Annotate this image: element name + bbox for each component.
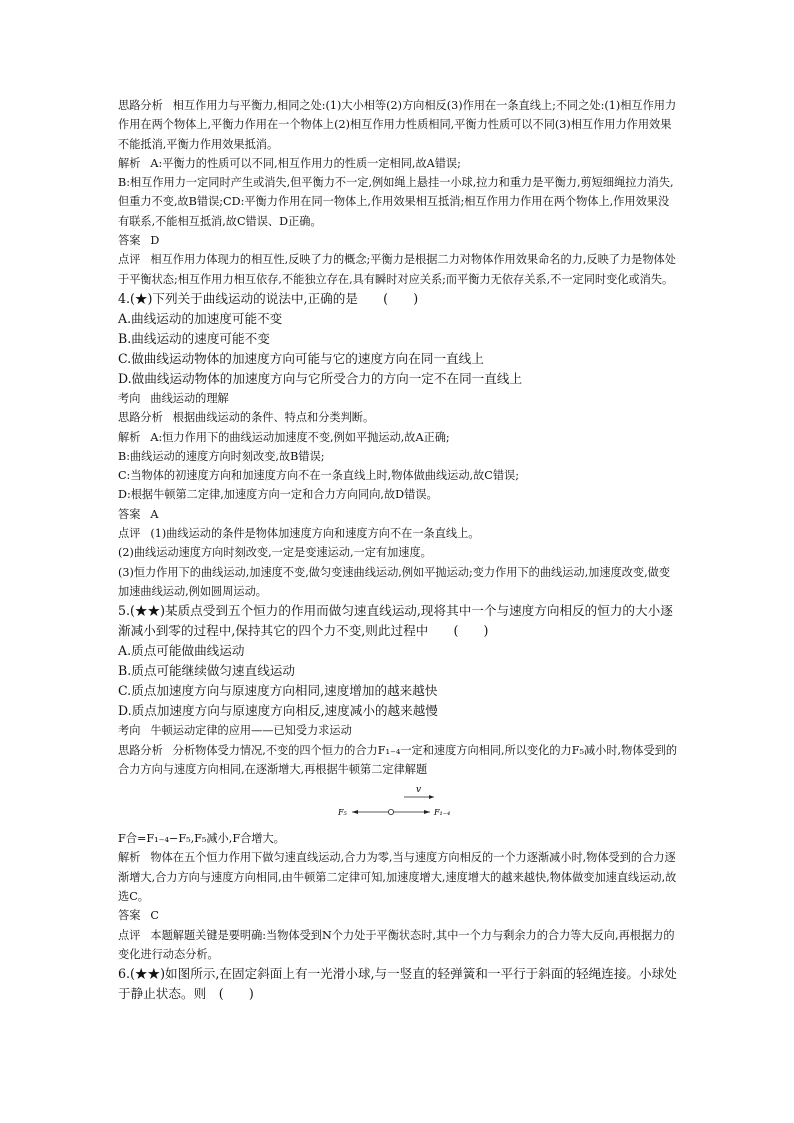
force-diagram-svg [338, 781, 478, 829]
q3-comment: 点评 相互作用力体现力的相互性,反映了力的概念;平衡力是根据二力对物体作用效果命名的力,反映了力是物体处于平衡状态;相互作用力相互依存,不能独立存在,具有瞬时对应关系;而平衡力无依存关系,不一定同时变化或消失。 [118, 253, 676, 286]
velocity-label: v [416, 785, 422, 796]
velocity-arrowhead [429, 795, 434, 799]
q5-option-a: A.质点可能做曲线运动 [118, 643, 245, 659]
q3-solution-2: B:相互作用力一定同时产生或消失,但平衡力不一定,例如绳上悬挂一小球,拉力和重力是平衡力,剪短细绳拉力消失,但重力不变,故B错误;CD:平衡力作用在同一物体上,作用效果相互抵消;相互作用力作用在两个物体上,作用效果没有联系,不能相互抵消,故C错误、D正确。 [118, 176, 674, 228]
q3-analysis: 思路分析 相互作用力与平衡力,相同之处:(1)大小相等(2)方向相反(3)作用在一条直线上;不同之处:(1)相互作用力作用在两个物体上,平衡力作用在一个物体上(2)相互作用力性质相同,平衡力性质可以不同(3)相互作用力作用效果不能抵消,平衡力作用效果抵消。 [118, 99, 677, 151]
q5-topic: 考向 牛顿运动定律的应用——已知受力求运动 [118, 724, 352, 738]
q5-answer: 答案 C [118, 909, 159, 923]
document-page [118, 96, 678, 1004]
q4-solution-2: B:曲线运动的速度方向时刻改变,故B错误; [118, 449, 325, 463]
q3-solution-1: 解析 A:平衡力的性质可以不同,相互作用力的性质一定相同,故A错误; [118, 156, 461, 170]
q4-solution-1: 解析 A:恒力作用下的曲线运动加速度不变,例如平抛运动,故A正确; [118, 430, 450, 444]
q4-option-d: D.做曲线运动物体的加速度方向与它所受合力的方向一定不在同一直线上 [118, 370, 523, 386]
q4-comment-1: 点评 (1)曲线运动的条件是物体加速度方向和速度方向不在一条直线上。 [118, 527, 480, 541]
force-diagram [118, 781, 678, 829]
particle-dot [388, 810, 393, 815]
q5-comment: 点评 本题解题关键是要明确:当物体受到N个力处于平衡状态时,其中一个力与剩余力的合力等大反向,再根据力的变化进行动态分析。 [118, 928, 675, 961]
q5-stem: 5.(★★)某质点受到五个恒力的作用而做匀速直线运动,现将其中一个与速度方向相反的恒力的大小逐渐减小到零的过程中,保持其它的四个力不变,则此过程中 ( ) [118, 603, 673, 639]
f14-arrowhead [424, 810, 430, 814]
q4-answer: 答案 A [118, 507, 159, 521]
q6-stem: 6.(★★)如图所示,在固定斜面上有一光滑小球,与一竖直的轻弹簧和一平行于斜面的轻绳连接。小球处于静止状态。则 ( ) [118, 966, 677, 1002]
q4-solution-3: C:当物体的初速度方向和加速度方向不在一条直线上时,物体做曲线运动,故C错误; [118, 469, 519, 483]
q3-answer: 答案 D [118, 234, 160, 248]
q5-option-b: B.质点可能继续做匀速直线运动 [118, 663, 295, 679]
q5-analysis: 思路分析 分析物体受力情况,不变的四个恒力的合力F₁₋₄一定和速度方向相同,所以变化的力F₅减小时,物体受到的合力方向与速度方向相同,在逐渐增大,再根据牛顿第二定律解题 [118, 743, 678, 776]
f14-label: F₁₋₄ [434, 808, 451, 818]
q5-solution: 解析 物体在五个恒力作用下做匀速直线运动,合力为零,当与速度方向相反的一个力逐渐减小时,物体受到的合力逐渐增大,合力方向与速度方向相同,由牛顿第二定律可知,加速度增大,速度增大的越来越快,物体做变加速直线运动,故选C。 [118, 851, 677, 904]
q4-analysis: 思路分析 根据曲线运动的条件、特点和分类判断。 [118, 411, 375, 425]
q4-comment-3: (3)恒力作用下的曲线运动,加速度不变,做匀变速曲线运动,例如平抛运动;变力作用下的曲线运动,加速度改变,做变加速曲线运动,例如圆周运动。 [118, 565, 671, 598]
q4-solution-4: D:根据牛顿第二定律,加速度方向一定和合力方向同向,故D错误。 [118, 488, 438, 502]
q4-option-a: A.曲线运动的加速度可能不变 [118, 310, 283, 326]
f5-arrowhead [352, 810, 358, 814]
q4-stem: 4.(★)下列关于曲线运动的说法中,正确的是 ( ) [118, 290, 419, 306]
q4-option-c: C.做曲线运动物体的加速度方向可能与它的速度方向在同一直线上 [118, 350, 484, 366]
q5-formula: F合=F₁₋₄−F₅,F₅减小,F合增大。 [118, 832, 285, 846]
q5-option-d: D.质点加速度方向与原速度方向相反,速度减小的越来越慢 [118, 703, 438, 719]
f5-label: F₅ [338, 808, 347, 818]
q4-topic: 考向 曲线运动的理解 [118, 391, 229, 405]
q4-option-b: B.曲线运动的速度可能不变 [118, 330, 270, 346]
q5-option-c: C.质点加速度方向与原速度方向相同,速度增加的越来越快 [118, 683, 438, 699]
q4-comment-2: (2)曲线运动速度方向时刻改变,一定是变速运动,一定有加速度。 [118, 546, 432, 560]
